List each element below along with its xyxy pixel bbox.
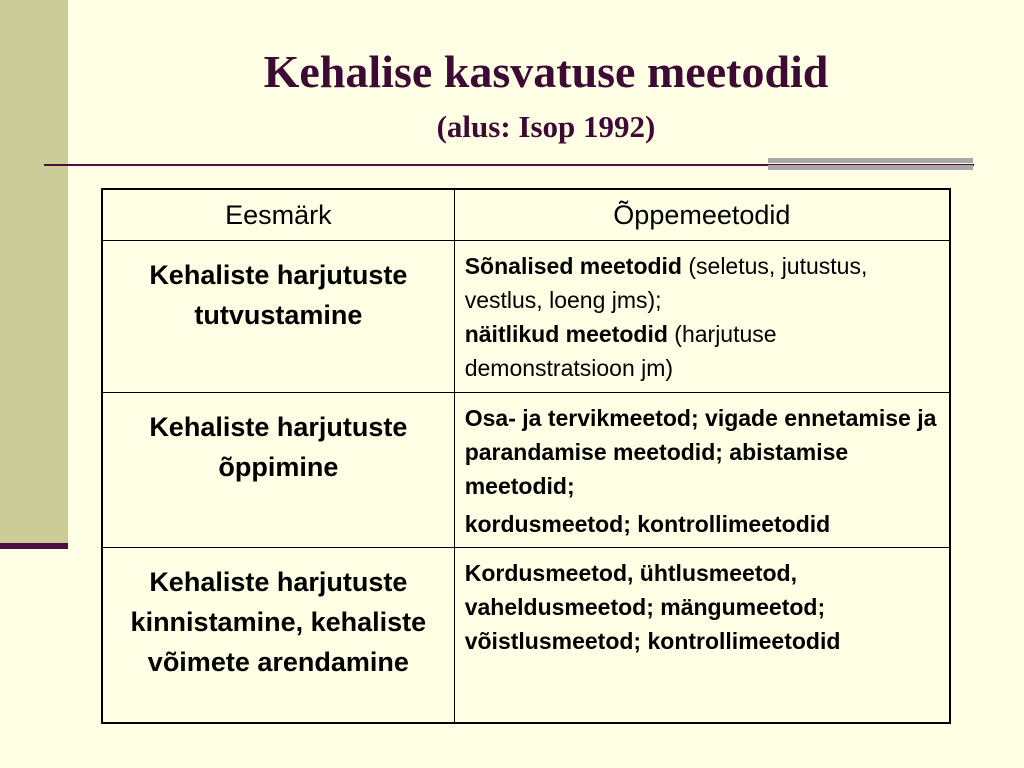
- header-methods: Õppemeetodid: [454, 189, 950, 241]
- left-band-rule: [0, 543, 68, 549]
- methods-text-last: kordusmeetod; kontrollimeetodid: [464, 511, 831, 537]
- goal-cell: Kehaliste harjutuste kinnistamine, kehaliste võimete arendamine: [102, 548, 454, 723]
- table-header-row: [102, 189, 950, 241]
- goal-cell: Kehaliste harjutuste tutvustamine: [102, 241, 454, 393]
- slide-subtitle: (alus: Isop 1992): [436, 109, 656, 144]
- methods-text: (harjutuse demonstratsioon jm): [464, 321, 777, 381]
- methods-cell: [454, 393, 950, 548]
- methods-cell: Kordusmeetod, ühtlusmeetod, vaheldusmeetod; mängumeetod; võistlusmeetod; kontrollimeetodid: [454, 548, 950, 723]
- methods-cell: [454, 241, 950, 393]
- goal-cell: Kehaliste harjutuste õppimine: [102, 393, 454, 548]
- left-decorative-band: [0, 0, 68, 545]
- header-goal: Eesmärk: [102, 189, 454, 241]
- table-row: [102, 548, 950, 723]
- methods-text: Osa- ja tervikmeetod; vigade ennetamise ja parandamise meetodid; abistamise meetodid;: [464, 405, 937, 499]
- methods-text: (seletus, jutustus, vestlus, loeng jms);: [464, 253, 868, 313]
- methods-bold-term: näitlikud meetodid: [464, 321, 668, 347]
- methods-table: [101, 188, 951, 724]
- slide-title: Kehalise kasvatuse meetodid: [263, 46, 829, 97]
- table-row: [102, 393, 950, 548]
- methods-bold-term: Sõnalised meetodid: [464, 253, 682, 279]
- title-underline-accent: [768, 158, 973, 178]
- table-row: [102, 241, 950, 393]
